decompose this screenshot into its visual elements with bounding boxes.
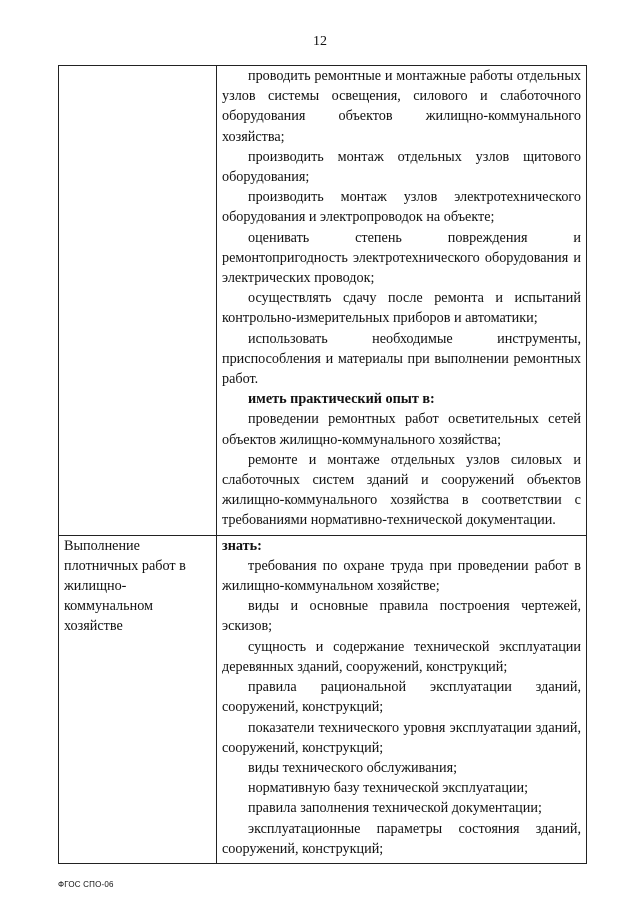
footer-label: ФГОС СПО-06 [58,880,114,889]
skill-item: осуществлять сдачу после ремонта и испытаний контрольно-измерительных приборов и автоматики; [222,290,581,327]
skill-item: проводить ремонтные и монтажные работы отдельных узлов системы освещения, силового и слаботочного оборудования объектов жилищно-коммунального хозяйства; [222,68,581,145]
section-heading: знать: [222,537,262,554]
knowledge-item: показатели технического уровня эксплуатации зданий, сооружений, конструкций; [222,719,581,756]
skill-item: производить монтаж отдельных узлов щитового оборудования; [222,148,581,186]
row-content-cell [217,66,587,536]
knowledge-item: правила рациональной эксплуатации зданий, сооружений, конструкций; [222,679,581,716]
knowledge-item: сущность и содержание технической эксплуатации деревянных зданий, сооружений, конструкций; [222,638,581,675]
row-label-cell: Выполнение плотничных работ в жилищно-коммунальном хозяйстве [59,535,217,863]
table-row [59,535,587,863]
knowledge-item: виды технического обслуживания; [248,759,458,776]
knowledge-item: правила заполнения технической документации; [248,800,542,817]
page-number: 12 [313,34,327,49]
skill-item: оценивать степень повреждения и ремонтопригодность электротехнического оборудования и электрических проводок; [222,229,581,287]
knowledge-item: виды и основные правила построения чертежей, эскизов; [222,598,581,635]
table-row [59,66,587,536]
skill-item: производить монтаж узлов электротехнического оборудования и электропроводок на объекте; [222,189,581,226]
experience-item: проведении ремонтных работ осветительных сетей объектов жилищно-коммунального хозяйства; [222,411,581,448]
content-table [58,65,587,864]
row-content-cell [217,535,587,863]
knowledge-item: нормативную базу технической эксплуатации; [248,780,529,797]
experience-item: ремонте и монтаже отдельных узлов силовых и слаботочных систем зданий и сооружений объектов жилищно-коммунального хозяйства в соответствии с требованиями нормативно-технической документации. [222,451,581,529]
section-heading: иметь практический опыт в: [248,391,435,408]
row-label-cell [59,66,217,536]
knowledge-item: эксплуатационные параметры состояния зданий, сооружений, конструкций; [222,820,581,857]
skill-item: использовать необходимые инструменты, приспособления и материалы при выполнении ремонтных работ. [222,330,581,388]
knowledge-item: требования по охране труда при проведении работ в жилищно-коммунальном хозяйстве; [222,557,581,595]
